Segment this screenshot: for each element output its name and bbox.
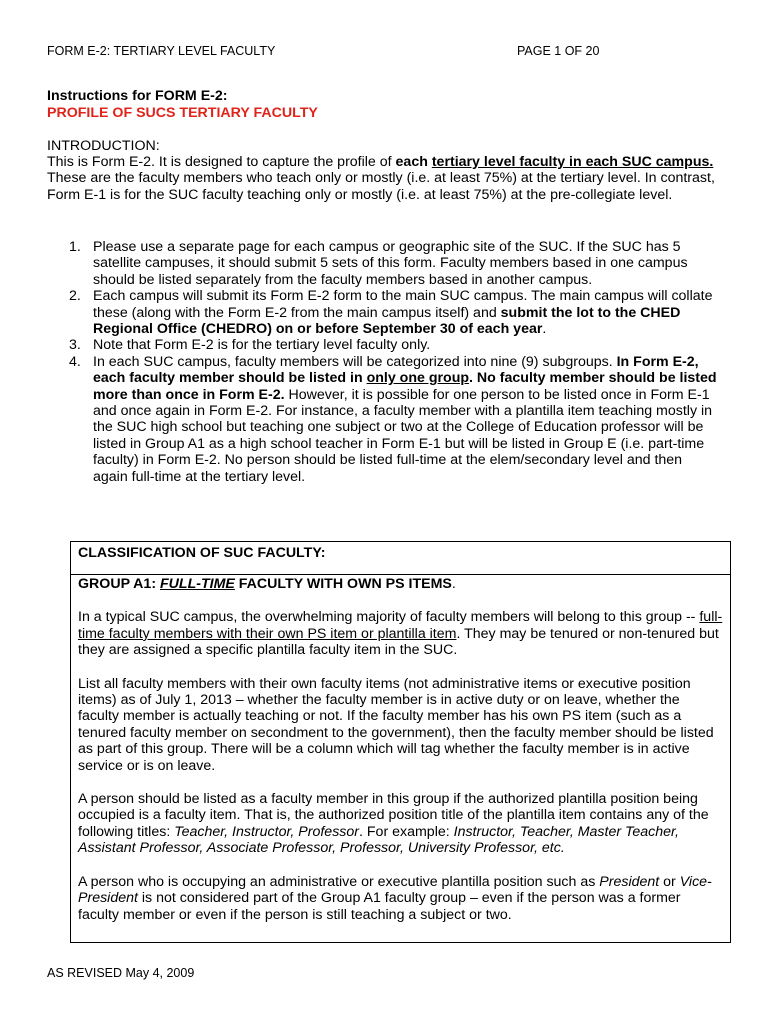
form-title-header: FORM E-2: TERTIARY LEVEL FACULTY	[47, 44, 276, 58]
form-title-red: PROFILE OF SUCS TERTIARY FACULTY	[47, 105, 318, 121]
introduction-label: INTRODUCTION:	[47, 138, 160, 154]
group-a1-paragraph-4: A person who is occupying an administrative or executive plantilla position such as President or Vice-President is not considered part of the Group A1 faculty group – even if the person was a former faculty member or even if the person is still teaching a subject or two.	[78, 873, 712, 923]
item-number: 3.	[69, 337, 81, 354]
instruction-item: 3. Note that Form E-2 is for the tertiary level faculty only.	[69, 337, 431, 354]
instruction-item: 4. In each SUC campus, faculty members will be categorized into nine (9) subgroups. In Form E-2, each faculty member should be listed in only one group. No faculty member should be listed more than once in Form E-2. However, it is possible for one person to be listed once in Form E-1 and once again in Form E-2. For instance, a faculty member with a plantilla item teaching mostly in the SUC high school but teaching one subject or two at the College of Education professor will be listed in Group A1 as a high school teacher in Form E-1 but will be listed in Group E (i.e. part-time faculty) in Form E-2. No person should be listed full-time at the elem/secondary level and then again full-time at the tertiary level.	[69, 353, 717, 485]
group-a1-heading: GROUP A1: FULL-TIME FACULTY WITH OWN PS ITEMS.	[78, 576, 456, 592]
instruction-item: 1. Please use a separate page for each campus or geographic site of the SUC. If the SUC has 5 satellite campuses, it should submit 5 sets of this form. Faculty members based in one campus should be listed separately from the faculty members based in another campus.	[69, 239, 688, 288]
instruction-list	[47, 239, 717, 485]
instruction-item: 2. Each campus will submit its Form E-2 form to the main SUC campus. The main campus will collate these (along with the Form E-2 from the main campus itself) and submit the lot to the CHED Regional Office (CHEDRO) on or before September 30 of each year.	[69, 288, 713, 338]
classification-body	[71, 575, 730, 923]
revision-footer: AS REVISED May 4, 2009	[47, 966, 195, 980]
classification-title: CLASSIFICATION OF SUC FACULTY:	[71, 542, 730, 575]
item-number: 2.	[69, 288, 81, 305]
group-a1-paragraph-3: A person should be listed as a faculty member in this group if the authorized plantilla position being occupied is a faculty item. That is, the authorized position title of the plantilla item contains any of the following titles: Teacher, Instructor, Professor. For example: Instructor, Teacher, Master Teacher, Assistant Professor, Associate Professor, Professor, University Professor, etc.	[78, 791, 709, 857]
item-number: 1.	[69, 239, 81, 255]
introduction-paragraph: This is Form E-2. It is designed to capture the profile of each tertiary level faculty in each SUC campus. These are the faculty members who teach only or mostly (i.e. at least 75%) at the tertiary level. In contrast, Form E-1 is for the SUC faculty teaching only or mostly (i.e. at least 75%) at the pre-collegiate level.	[47, 154, 715, 203]
page-number: PAGE 1 OF 20	[517, 44, 600, 58]
group-a1-paragraph-2: List all faculty members with their own faculty items (not administrative items or executive position items) as of July 1, 2013 – whether the faculty member is in active duty or on leave, whether the faculty member is actually teaching or not. If the faculty member has his own PS item (such as a tenured faculty member on secondment to the government), then the faculty member should be listed as part of this group. There will be a column which will tag whether the faculty member is in active service or is on leave.	[78, 675, 714, 774]
group-a1-paragraph-1: In a typical SUC campus, the overwhelming majority of faculty members will belong to this group -- full-time faculty members with their own PS item or plantilla item. They may be tenured or non-tenured but they are assigned a specific plantilla faculty item in the SUC.	[78, 609, 723, 659]
classification-box	[70, 541, 731, 943]
item-number: 4.	[69, 353, 81, 370]
instructions-heading: Instructions for FORM E-2:	[47, 88, 228, 104]
